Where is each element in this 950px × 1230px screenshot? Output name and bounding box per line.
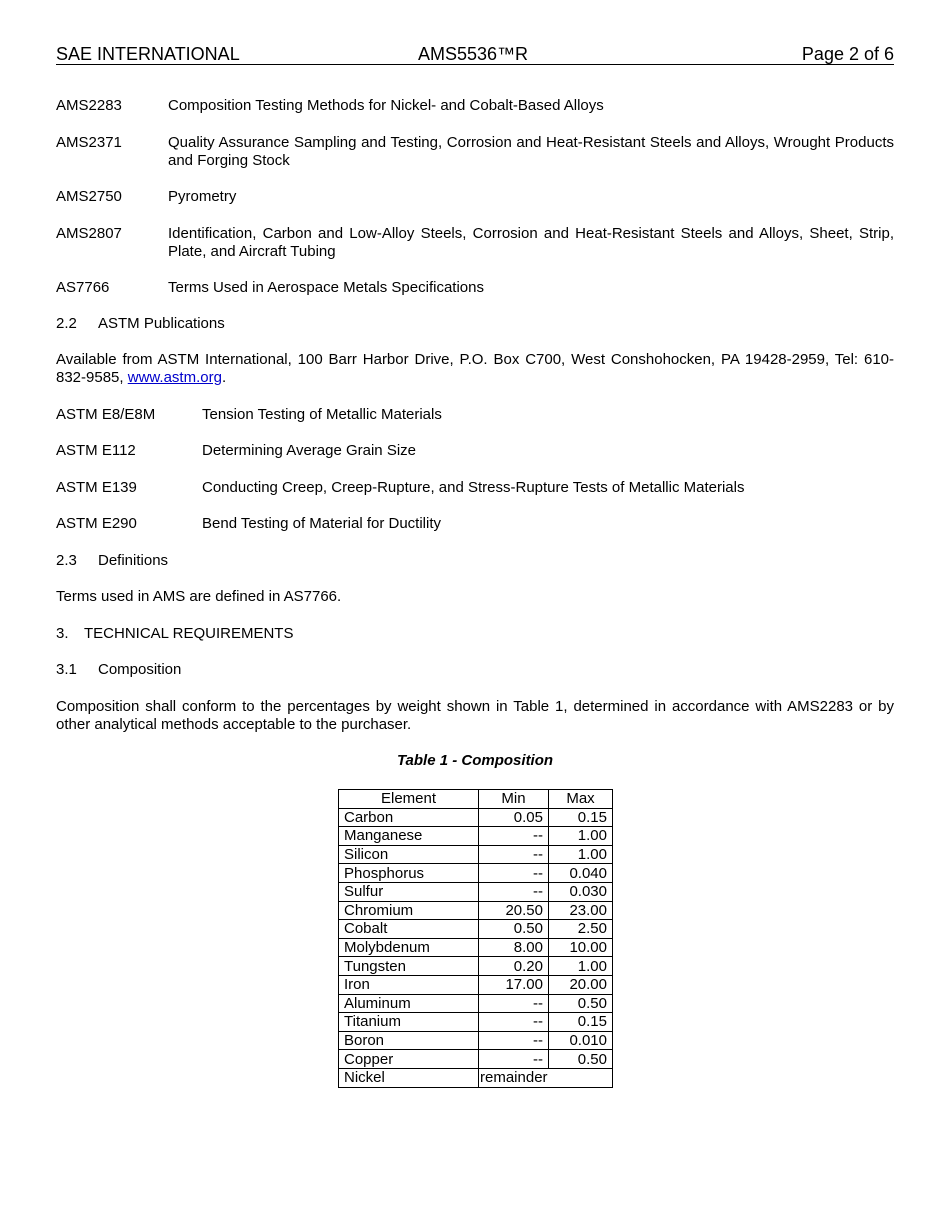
max-cell: 0.50 (549, 994, 613, 1013)
element-cell: Aluminum (339, 994, 479, 1013)
reference-title: Quality Assurance Sampling and Testing, Corrosion and Heat-Resistant Steels and Alloys, Wrought Products and Forging Stock (168, 134, 894, 169)
availability-text: Available from ASTM International, 100 Barr Harbor Drive, P.O. Box C700, West Conshohocken, PA 19428-2959, Tel: 610-832-9585, (56, 351, 894, 386)
min-cell: 0.50 (479, 920, 549, 939)
reference-title: Conducting Creep, Creep-Rupture, and Stress-Rupture Tests of Metallic Materials (202, 479, 745, 496)
table-row (339, 864, 613, 883)
table-row (339, 920, 613, 939)
composition-table (338, 789, 613, 1088)
header-page-number: Page 2 of 6 (801, 44, 894, 64)
table-row (339, 1050, 613, 1069)
reference-entry (56, 515, 894, 533)
table-row (339, 1013, 613, 1032)
max-cell: 1.00 (549, 827, 613, 846)
min-cell: -- (479, 882, 549, 901)
element-cell: Iron (339, 975, 479, 994)
min-cell: -- (479, 864, 549, 883)
reference-code: AS7766 (56, 279, 110, 296)
element-cell: Nickel (339, 1068, 479, 1087)
element-cell: Phosphorus (339, 864, 479, 883)
definitions-paragraph: Terms used in AMS are defined in AS7766. (56, 588, 342, 605)
reference-code: AMS2807 (56, 225, 122, 242)
reference-code: ASTM E112 (56, 442, 136, 459)
reference-entry (56, 279, 894, 297)
section-number: 2.3 (56, 552, 77, 569)
table-row (339, 882, 613, 901)
element-cell: Manganese (339, 827, 479, 846)
reference-code: AMS2283 (56, 97, 122, 114)
element-cell: Tungsten (339, 957, 479, 976)
section-title: TECHNICAL REQUIREMENTS (84, 625, 294, 642)
page-header (56, 44, 894, 65)
reference-entry (56, 479, 894, 497)
reference-title: Bend Testing of Material for Ductility (202, 515, 441, 532)
reference-code: ASTM E290 (56, 515, 137, 532)
section-number: 2.2 (56, 315, 77, 332)
max-cell: 23.00 (549, 901, 613, 920)
section-number: 3. (56, 625, 69, 642)
section-number: 3.1 (56, 661, 77, 678)
table-header-row (339, 790, 613, 809)
table-caption: Table 1 - Composition (396, 752, 554, 769)
header-document-number: AMS5536™R (418, 44, 529, 64)
max-cell: 0.030 (549, 882, 613, 901)
element-cell: Boron (339, 1031, 479, 1050)
element-cell: Silicon (339, 845, 479, 864)
composition-paragraph: Composition shall conform to the percentages by weight shown in Table 1, determined in accordance with AMS2283 or by other analytical methods acceptable to the purchaser. (56, 698, 894, 733)
max-cell: 0.040 (549, 864, 613, 883)
astm-availability-paragraph (56, 351, 894, 387)
reference-entry (56, 97, 894, 115)
section-title: Composition (98, 661, 182, 678)
min-cell: -- (479, 1013, 549, 1032)
table-row (339, 808, 613, 827)
section-heading (56, 625, 894, 643)
table-row (339, 1031, 613, 1050)
min-cell: 20.50 (479, 901, 549, 920)
min-cell: 0.20 (479, 957, 549, 976)
remainder-cell: remainder (479, 1068, 613, 1087)
reference-entry (56, 406, 894, 424)
max-cell: 1.00 (549, 957, 613, 976)
element-cell: Cobalt (339, 920, 479, 939)
table-row (339, 957, 613, 976)
min-cell: -- (479, 1050, 549, 1069)
max-cell: 10.00 (549, 938, 613, 957)
min-cell: -- (479, 1031, 549, 1050)
min-cell: -- (479, 827, 549, 846)
reference-title: Determining Average Grain Size (202, 442, 416, 459)
reference-code: AMS2750 (56, 188, 122, 205)
max-cell: 1.00 (549, 845, 613, 864)
reference-entry (56, 188, 894, 206)
min-cell: -- (479, 845, 549, 864)
element-cell: Carbon (339, 808, 479, 827)
min-cell: -- (479, 994, 549, 1013)
max-cell: 2.50 (549, 920, 613, 939)
table-row (339, 994, 613, 1013)
reference-title: Terms Used in Aerospace Metals Specifications (168, 279, 484, 296)
max-cell: 0.50 (549, 1050, 613, 1069)
element-cell: Molybdenum (339, 938, 479, 957)
max-cell: 0.15 (549, 808, 613, 827)
table-row (339, 845, 613, 864)
column-header: Min (479, 790, 549, 809)
max-cell: 0.010 (549, 1031, 613, 1050)
section-heading (56, 552, 894, 570)
section-heading (56, 315, 894, 333)
section-title: Definitions (98, 552, 169, 569)
reference-code: AMS2371 (56, 134, 122, 151)
reference-code: ASTM E8/E8M (56, 406, 156, 423)
table-row (339, 975, 613, 994)
element-cell: Chromium (339, 901, 479, 920)
header-organization: SAE INTERNATIONAL (56, 44, 240, 64)
reference-title: Identification, Carbon and Low-Alloy Steels, Corrosion and Heat-Resistant Steels and Alloys, Sheet, Strip, Plate, and Aircraft Tubing (168, 225, 894, 260)
column-header: Element (339, 790, 479, 809)
table-row (339, 827, 613, 846)
element-cell: Copper (339, 1050, 479, 1069)
astm-website-link[interactable]: www.astm.org (127, 369, 222, 386)
reference-entry (56, 134, 894, 170)
reference-title: Tension Testing of Metallic Materials (202, 406, 442, 423)
reference-code: ASTM E139 (56, 479, 137, 496)
min-cell: 8.00 (479, 938, 549, 957)
availability-trailing: . (221, 369, 227, 386)
element-cell: Sulfur (339, 882, 479, 901)
min-cell: 17.00 (479, 975, 549, 994)
max-cell: 0.15 (549, 1013, 613, 1032)
max-cell: 20.00 (549, 975, 613, 994)
table-row (339, 1068, 613, 1087)
column-header: Max (549, 790, 613, 809)
reference-entry (56, 442, 894, 460)
table-row (339, 938, 613, 957)
min-cell: 0.05 (479, 808, 549, 827)
section-heading (56, 661, 894, 679)
reference-entry (56, 225, 894, 261)
element-cell: Titanium (339, 1013, 479, 1032)
reference-title: Pyrometry (168, 188, 237, 205)
reference-title: Composition Testing Methods for Nickel- and Cobalt-Based Alloys (168, 97, 604, 114)
table-row (339, 901, 613, 920)
section-title: ASTM Publications (98, 315, 225, 332)
